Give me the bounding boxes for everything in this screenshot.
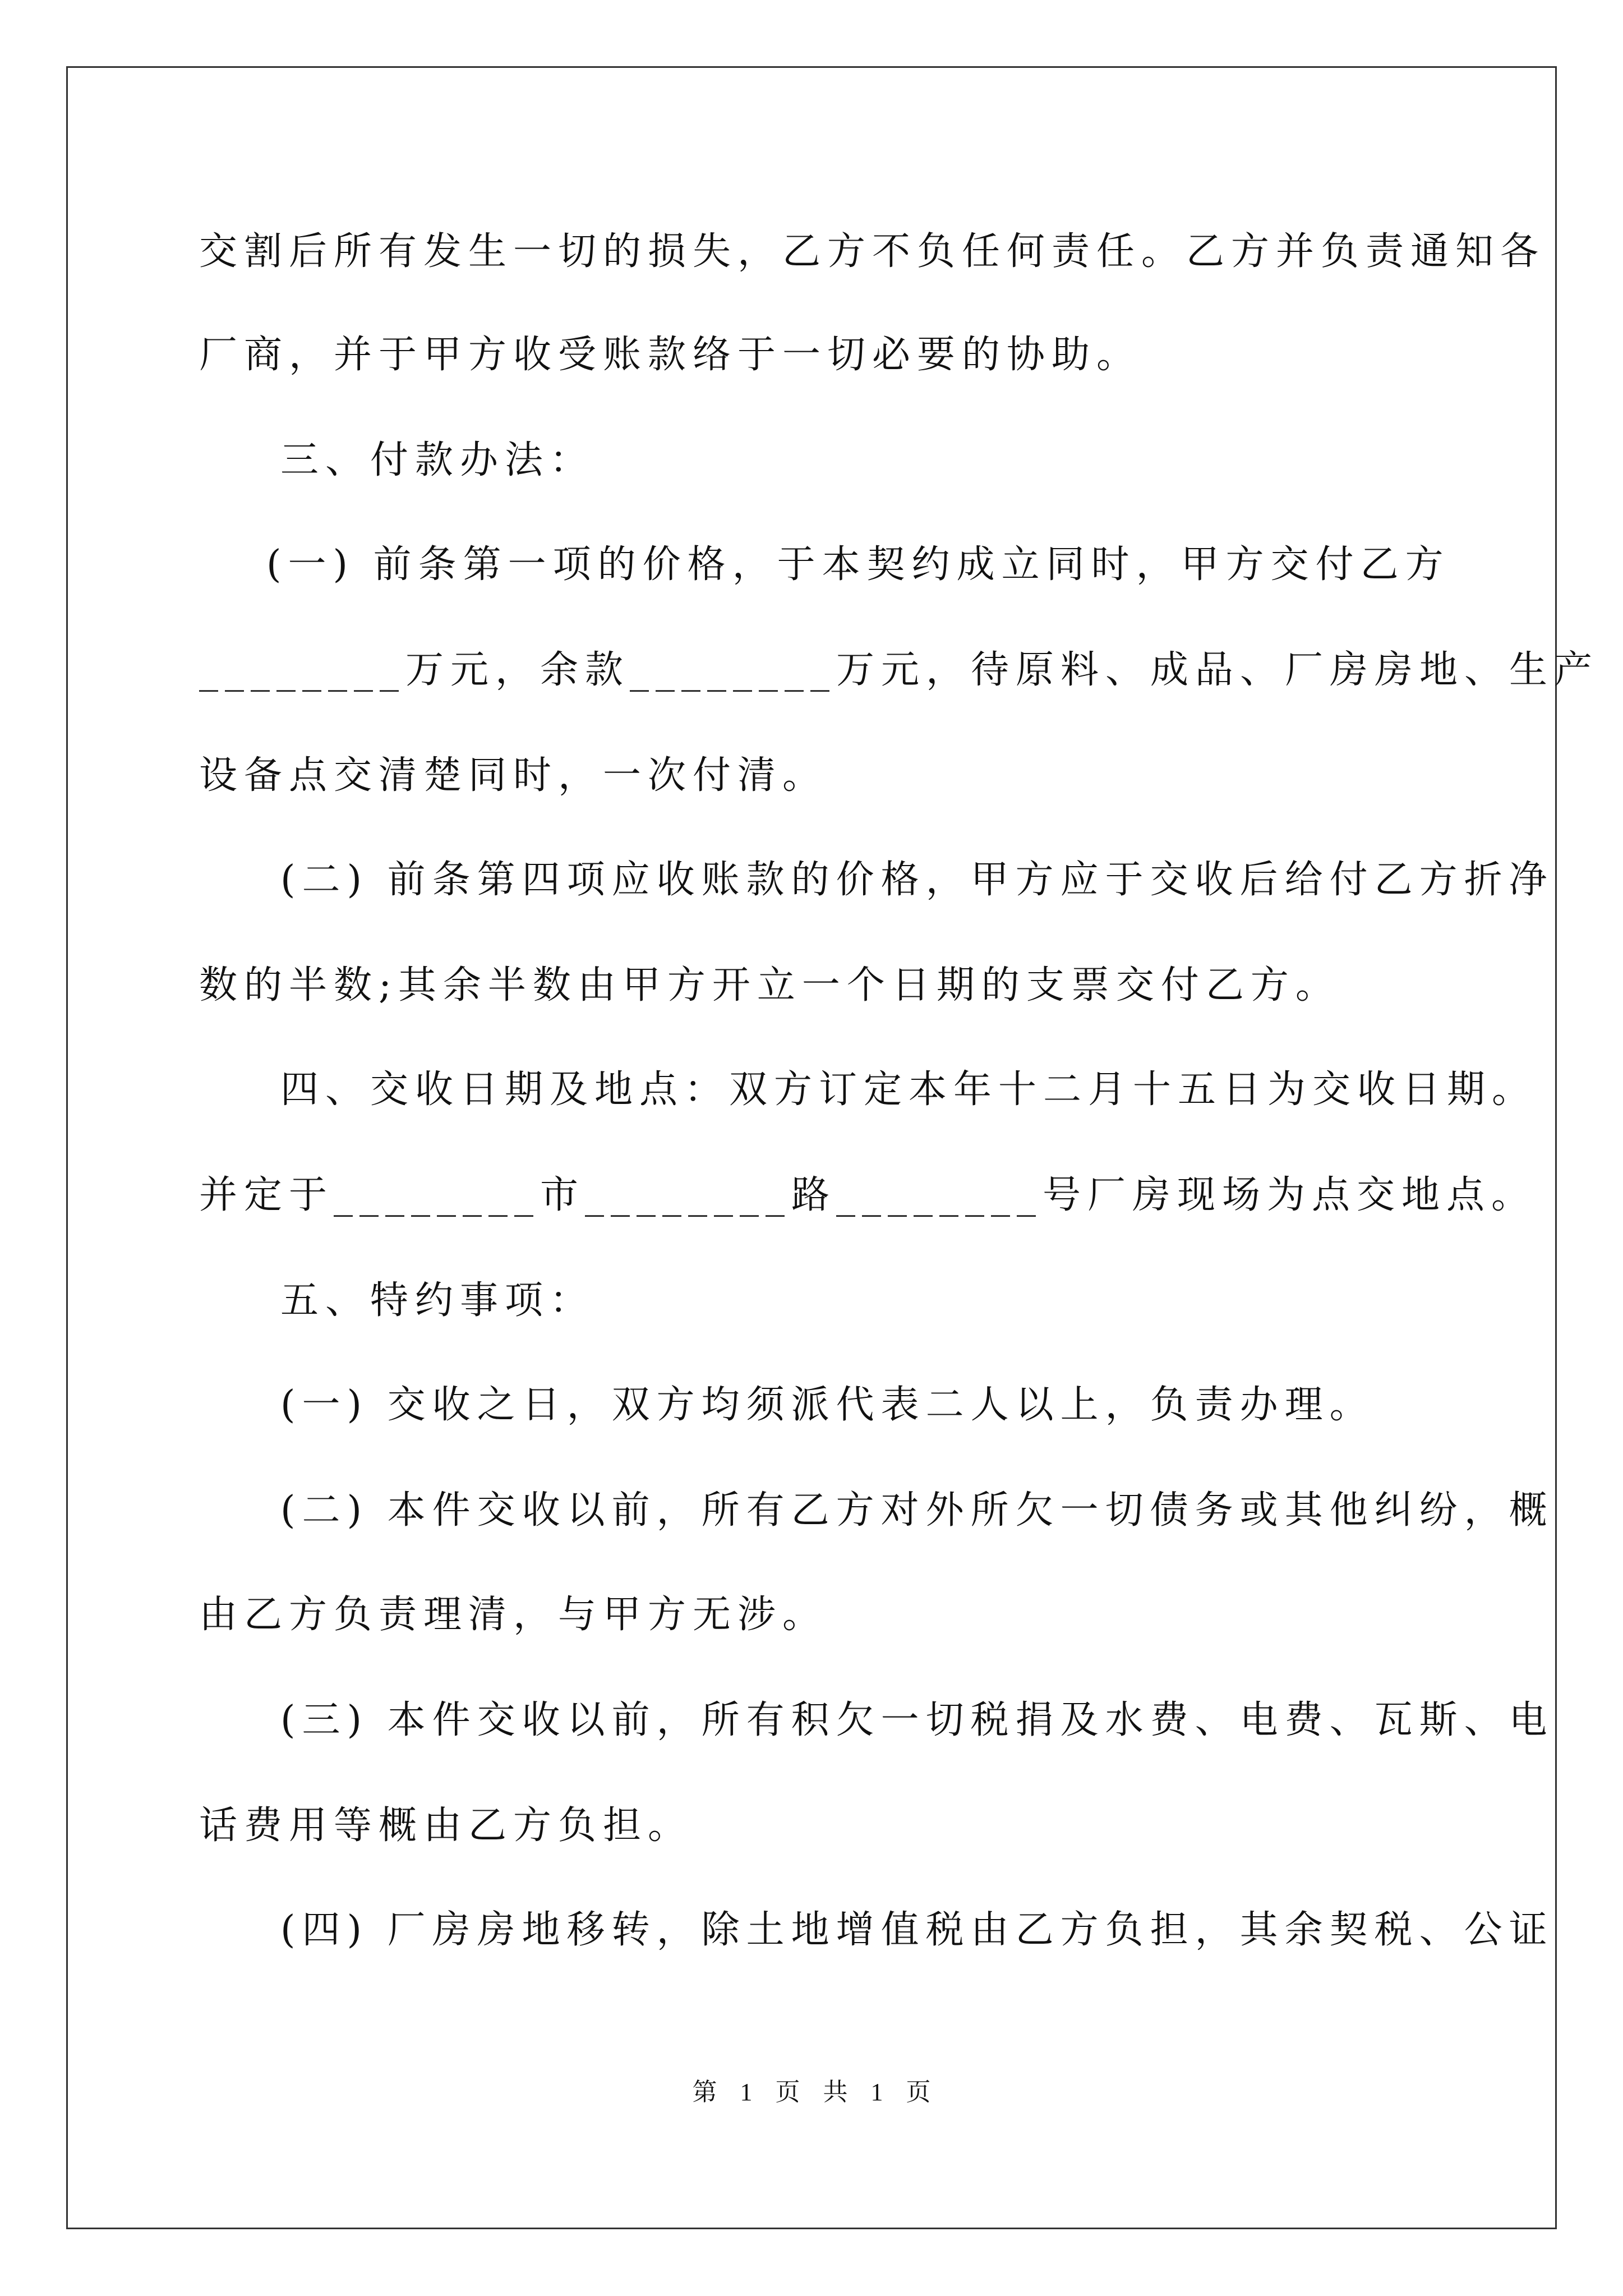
text-line-10: 并定于________市________路________号厂房现场为点交地点。 bbox=[199, 1173, 1537, 1217]
section-heading-delivery: 四、交收日期及地点：双方订定本年十二月十五日为交收日期。 bbox=[280, 1068, 1537, 1112]
text-line-17: (四) 厂房房地移转，除土地增值税由乙方负担，其余契税、公证 bbox=[280, 1908, 1554, 1952]
section-heading-special: 五、特约事项： bbox=[280, 1278, 595, 1323]
page-footer: 第 1 页 共 1 页 bbox=[692, 2078, 931, 2106]
text-line-5: ________万元，余款________万元，待原料、成品、厂房房地、生产 bbox=[199, 648, 1599, 692]
text-line-7: (二) 前条第四项应收账款的价格，甲方应于交收后给付乙方折净 bbox=[280, 858, 1554, 902]
text-line-14: 由乙方负责理清，与甲方无涉。 bbox=[199, 1593, 828, 1637]
text-line-16: 话费用等概由乙方负担。 bbox=[199, 1803, 693, 1848]
text-line-2: 厂商，并于甲方收受账款络于一切必要的协助。 bbox=[199, 333, 1142, 377]
text-line-12: (一) 交收之日，双方均须派代表二人以上，负责办理。 bbox=[280, 1383, 1375, 1427]
text-line-13: (二) 本件交收以前，所有乙方对外所欠一切债务或其他纠纷，概 bbox=[280, 1488, 1554, 1533]
section-heading-payment: 三、付款办法： bbox=[280, 438, 595, 482]
text-line-1: 交割后所有发生一切的损失，乙方不负任何责任。乙方并负责通知各 bbox=[199, 229, 1546, 274]
text-line-8: 数的半数;其余半数由甲方开立一个日期的支票交付乙方。 bbox=[199, 963, 1340, 1007]
text-line-6: 设备点交清楚同时，一次付清。 bbox=[199, 753, 828, 798]
text-line-15: (三) 本件交收以前，所有积欠一切税捐及水费、电费、瓦斯、电 bbox=[280, 1698, 1554, 1742]
text-line-4: (一) 前条第一项的价格，于本契约成立同时，甲方交付乙方 bbox=[266, 542, 1450, 587]
